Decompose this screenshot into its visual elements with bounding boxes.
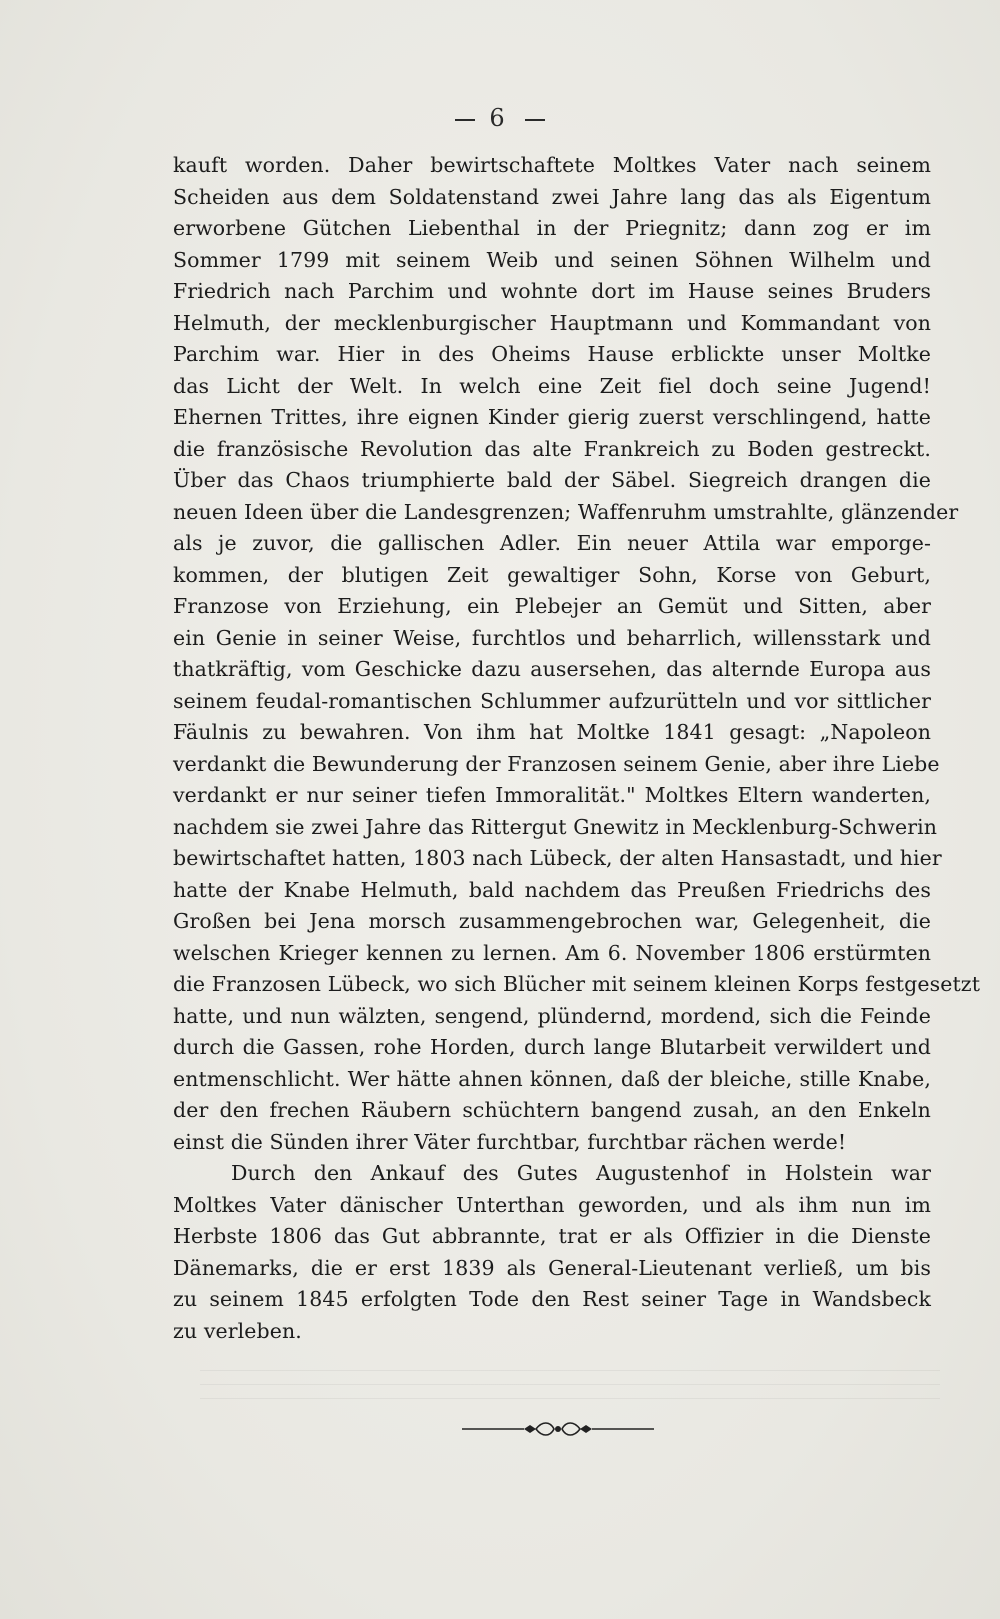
text-line: Helmuth, der mecklenburgischer Hauptmann und Kommandant von — [173, 310, 931, 335]
ornament-diamond-right — [580, 1425, 592, 1433]
text-line: Ehernen Trittes, ihre eignen Kinder gierig zuerst verschlingend, hatte — [173, 405, 931, 429]
text-line: welschen Krieger kennen zu lernen. Am 6. November 1806 erstürmten — [173, 940, 931, 965]
text-line: verdankt er nur seiner tiefen Immoralität." Moltkes Eltern wanderten, — [173, 783, 931, 807]
text-line: entmenschlicht. Wer hätte ahnen können, daß der bleiche, stille Knabe, — [173, 1066, 931, 1091]
text-line: Über das Chaos triumphierte bald der Säbel. Siegreich drangen die — [173, 468, 931, 492]
text-line: hatte, und nun wälzten, sengend, plündernd, mordend, sich die Feinde — [173, 1003, 931, 1028]
text-line: zu verleben. — [173, 1318, 302, 1343]
text-line: Franzose von Erziehung, ein Plebejer an Gemüt und Sitten, aber — [173, 594, 931, 618]
text-line: Dänemarks, die er erst 1839 als General-Lieutenant verließ, um bis — [173, 1255, 931, 1280]
page-number-header — [0, 104, 1000, 132]
text-line: Scheiden aus dem Soldatenstand zwei Jahre lang das als Eigentum — [173, 184, 931, 209]
ornament-diamond-left — [524, 1425, 536, 1433]
text-line: nachdem sie zwei Jahre das Rittergut Gnewitz in Mecklenburg-Schwerin — [173, 814, 938, 839]
text-line: Großen bei Jena morsch zusammengebrochen war, Gelegenheit, die — [173, 909, 931, 933]
ornament-leaf-right — [562, 1423, 580, 1435]
text-line: die Franzosen Lübeck, wo sich Blücher mit seinem kleinen Korps festgesetzt — [173, 972, 981, 996]
text-line: zu seinem 1845 erfolgten Tode den Rest seiner Tage in Wandsbeck — [173, 1287, 931, 1311]
ornament-center-dot — [555, 1426, 561, 1432]
text-line: thatkräftig, vom Geschicke dazu ausersehen, das alternde Europa aus — [173, 657, 931, 681]
text-line: Sommer 1799 mit seinem Weib und seinen Söhnen Wilhelm und — [173, 247, 931, 272]
dash-right — [525, 119, 545, 121]
text-line: kauft worden. Daher bewirtschaftete Moltkes Vater nach seinem — [173, 153, 931, 177]
paragraph-first-line: Durch den Ankauf des Gutes Augustenhof in Holstein war — [231, 1161, 931, 1185]
text-line: Moltkes Vater dänischer Unterthan geworden, und als ihm nun im — [173, 1192, 931, 1217]
text-line: Friedrich nach Parchim und wohnte dort im Hause seines Bruders — [173, 279, 931, 303]
text-line: Fäulnis zu bewahren. Von ihm hat Moltke 1841 gesagt: „Napoleon — [173, 720, 931, 744]
text-line: Herbste 1806 das Gut abbrannte, trat er als Offizier in die Dienste — [173, 1224, 931, 1248]
text-line: seinem feudal-romantischen Schlummer aufzurütteln und vor sittlicher — [173, 688, 931, 713]
body-text — [173, 150, 981, 1347]
text-line: erworbene Gütchen Liebenthal in der Priegnitz; dann zog er im — [173, 216, 931, 240]
text-line: hatte der Knabe Helmuth, bald nachdem das Preußen Friedrichs des — [173, 877, 931, 902]
text-line: verdankt die Bewunderung der Franzosen seinem Genie, aber ihre Liebe — [173, 751, 940, 776]
text-line: einst die Sünden ihrer Väter furchtbar, furchtbar rächen werde! — [173, 1129, 847, 1154]
text-line: ein Genie in seiner Weise, furchtlos und beharrlich, willensstark und — [173, 625, 931, 650]
text-line: kommen, der blutigen Zeit gewaltiger Sohn, Korse von Geburt, — [173, 562, 931, 587]
text-line: die französische Revolution das alte Frankreich zu Boden gestreckt. — [173, 436, 931, 461]
decorative-ornament — [462, 1419, 654, 1439]
ornament-leaf-left — [536, 1423, 554, 1435]
text-line: als je zuvor, die gallischen Adler. Ein neuer Attila war emporge- — [173, 531, 931, 555]
text-line: neuen Ideen über die Landesgrenzen; Waffenruhm umstrahlte, glänzender — [173, 499, 959, 524]
dash-left — [455, 119, 475, 121]
page-number: 6 — [489, 104, 511, 132]
text-line: der den frechen Räubern schüchtern bangend zusah, an den Enkeln — [173, 1098, 931, 1122]
text-line: das Licht der Welt. In welch eine Zeit fiel doch seine Jugend! — [173, 373, 931, 398]
bleed-through-shadow — [200, 1370, 940, 1410]
text-line: Parchim war. Hier in des Oheims Hause erblickte unser Moltke — [173, 342, 931, 366]
text-line: durch die Gassen, rohe Horden, durch lange Blutarbeit verwildert und — [173, 1035, 931, 1059]
text-line: bewirtschaftet hatten, 1803 nach Lübeck, der alten Hansastadt, und hier — [173, 846, 942, 870]
